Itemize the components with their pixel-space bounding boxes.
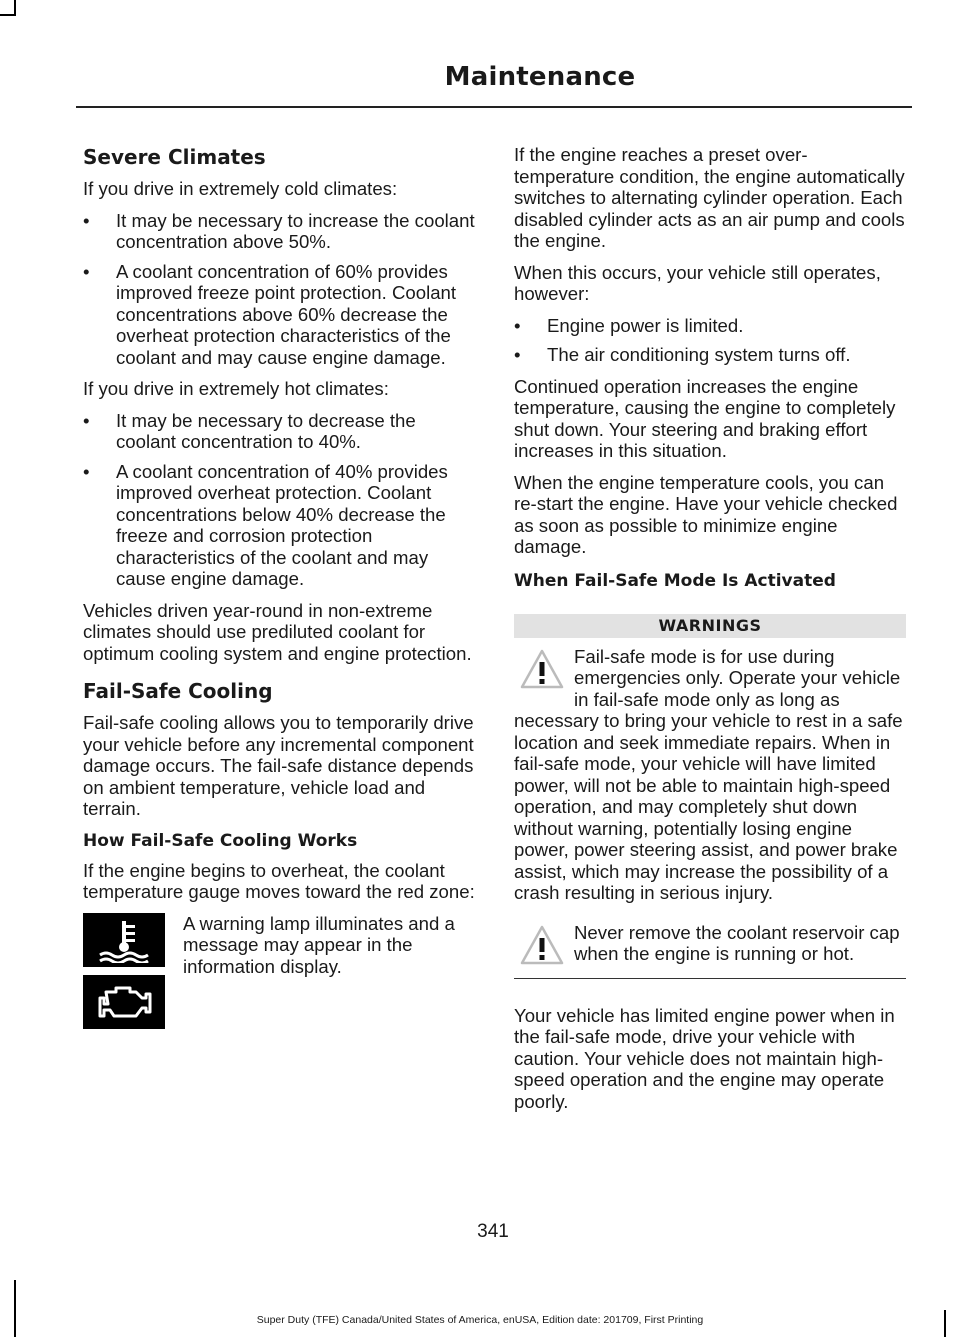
heading-severe-climates: Severe Climates xyxy=(83,145,266,169)
cold-intro: If you drive in extremely cold climates: xyxy=(83,178,398,199)
crop-mark-top-left-h xyxy=(0,14,16,16)
footer-edition: Super Duty (TFE) Canada/United States of America, enUSA, Edition date: 201709, First Printing xyxy=(256,1314,704,1326)
list-item: • The air conditioning system turns off. xyxy=(514,344,851,365)
list-item: • It may be necessary to increase the coolant concentration above 50%. xyxy=(83,209,475,252)
page-number: 341 xyxy=(477,1221,509,1242)
coolant-temperature-icon xyxy=(83,913,165,967)
hot-intro: If you drive in extremely hot climates: xyxy=(83,378,389,399)
warning-fail-safe xyxy=(514,646,906,904)
right-column xyxy=(514,144,906,1122)
fail-safe-paragraph: Fail-safe cooling allows you to temporarily drive your vehicle before any incremental component damage occurs. The fail-safe distance depends on ambient temperature, vehicle load and terrain. xyxy=(83,712,474,819)
limited-power-paragraph: Your vehicle has limited engine power when in the fail-safe mode, drive your vehicle with caution. Your vehicle does not maintain high-speed operation and the engine may operate poorly. xyxy=(514,1004,895,1112)
warning-text: Fail-safe mode is for use during emergencies only. Operate your vehicle in fail-safe mode only as long as necessary to bring your vehicle to rest in a safe location and seek immediate repairs. When in fail-safe mode, your vehicle will have limited power, will not be able to maintain high-speed operation, and may completely shut down without warning, potentially losing engine power, power steering assist, and power brake assist, which may increase the possibility of a crash resulting in serious injury. xyxy=(514,645,903,903)
year-round-paragraph: Vehicles driven year-round in non-extreme climates should use prediluted coolant for optimum cooling system and engine protection. xyxy=(83,599,472,664)
list-item: • It may be necessary to decrease the coolant concentration to 40%. xyxy=(83,409,416,452)
page-title: Maintenance xyxy=(444,62,636,92)
how-paragraph: If the engine begins to overheat, the coolant temperature gauge moves toward the red zone: xyxy=(83,859,475,902)
warning-lamp-block xyxy=(83,913,475,1053)
hot-bullet-list xyxy=(83,410,475,590)
warning-triangle-icon xyxy=(520,648,564,690)
warning-triangle-icon xyxy=(520,924,564,966)
limited-bullet-list xyxy=(514,315,906,366)
left-column xyxy=(83,144,475,1053)
over-temperature-paragraph: If the engine reaches a preset over-temperature condition, the engine automatically switches to alternating cylinder operation. Each disabled cylinder acts as an air pump and cools the engine. xyxy=(514,144,905,251)
crop-mark-bottom-left xyxy=(14,1280,16,1337)
still-operates-paragraph: When this occurs, your vehicle still operates, however: xyxy=(514,261,881,304)
warning-lamp-icons xyxy=(83,913,165,1037)
list-item: • A coolant concentration of 60% provides improved freeze point protection. Coolant concentrations above 60% decrease the overheat protection characteristics of the coolant and may cause engine damage. xyxy=(83,260,457,368)
restart-paragraph: When the engine temperature cools, you can re-start the engine. Have your vehicle checked as soon as possible to minimize engine damage. xyxy=(514,471,898,557)
heading-how-fail-safe-works: How Fail-Safe Cooling Works xyxy=(83,830,358,851)
warnings-header: WARNINGS xyxy=(514,614,906,638)
header-divider xyxy=(76,106,912,108)
check-engine-icon xyxy=(83,975,165,1029)
list-item: • Engine power is limited. xyxy=(514,314,744,336)
warning-lamp-text: A warning lamp illuminates and a message may appear in the information display. xyxy=(183,912,455,977)
continued-operation-paragraph: Continued operation increases the engine temperature, causing the engine to completely shut down. Your steering and braking effort increases in this situation. xyxy=(514,375,896,461)
warning-reservoir-cap xyxy=(514,922,906,966)
heading-when-activated: When Fail-Safe Mode Is Activated xyxy=(514,570,836,591)
heading-fail-safe-cooling: Fail-Safe Cooling xyxy=(83,679,273,703)
list-item: • A coolant concentration of 40% provides improved overheat protection. Coolant concentrations below 40% decrease the freeze and corrosion protection characteristics of the coolant and may cause engine damage. xyxy=(83,460,448,589)
warnings-end-divider xyxy=(514,978,906,979)
warning-text: Never remove the coolant reservoir cap when the engine is running or hot. xyxy=(574,921,900,964)
cold-bullet-list xyxy=(83,210,475,369)
